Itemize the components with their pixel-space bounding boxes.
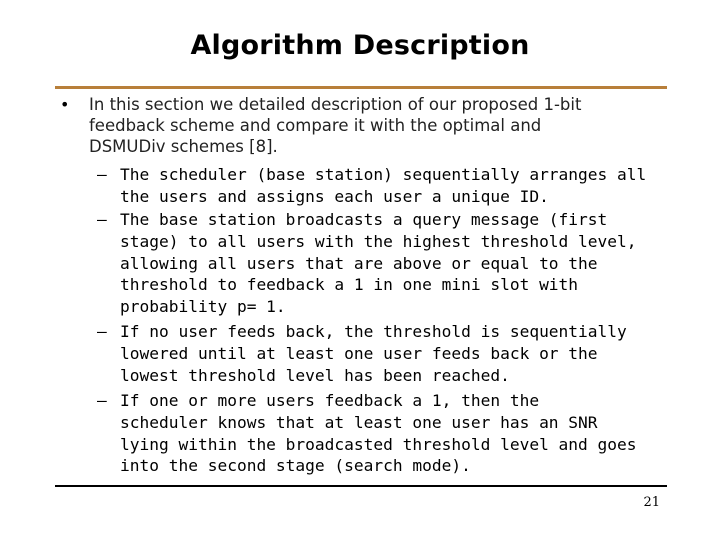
sub-item-line: The scheduler (base station) sequentially arranges all (120, 165, 647, 184)
sub-item-line: allowing all users that are above or equal to the (120, 253, 598, 273)
sub-item-line: If one or more users feedback a 1, then the (120, 391, 540, 410)
sub-item-line: lowered until at least one user feeds back or the (120, 343, 598, 363)
bullet-line: DSMUDiv schemes [8]. (89, 137, 278, 156)
dash-icon: – (97, 165, 107, 184)
sub-item-line: stage) to all users with the highest threshold level, (120, 231, 637, 251)
main-bullet (89, 94, 679, 157)
dash-icon: – (97, 322, 107, 341)
bullet-line: In this section we detailed description of our proposed 1-bit (89, 95, 582, 114)
sub-item-line: the users and assigns each user a unique ID. (120, 186, 549, 206)
bullet-icon: • (60, 95, 70, 114)
sub-item-line: into the second stage (search mode). (120, 456, 471, 476)
title-divider (55, 86, 667, 89)
bullet-line: feedback scheme and compare it with the optimal and (89, 116, 542, 135)
sub-item-line: If no user feeds back, the threshold is sequentially (120, 322, 627, 341)
sub-item-line: threshold to feedback a 1 in one mini slot with (120, 275, 579, 295)
slide-title: Algorithm Description (190, 30, 530, 61)
sub-item-line: lying within the broadcasted threshold level and goes (120, 434, 637, 454)
dash-icon: – (97, 391, 107, 410)
sub-item-line: lowest threshold level has been reached. (120, 365, 510, 385)
page-number: 21 (643, 495, 660, 510)
sub-item-line: scheduler knows that at least one user has an SNR (120, 412, 598, 432)
footer-divider (55, 485, 667, 487)
sub-item-line: probability p= 1. (120, 297, 286, 317)
dash-icon: – (97, 210, 107, 229)
sub-item-line: The base station broadcasts a query message (first (120, 210, 608, 229)
